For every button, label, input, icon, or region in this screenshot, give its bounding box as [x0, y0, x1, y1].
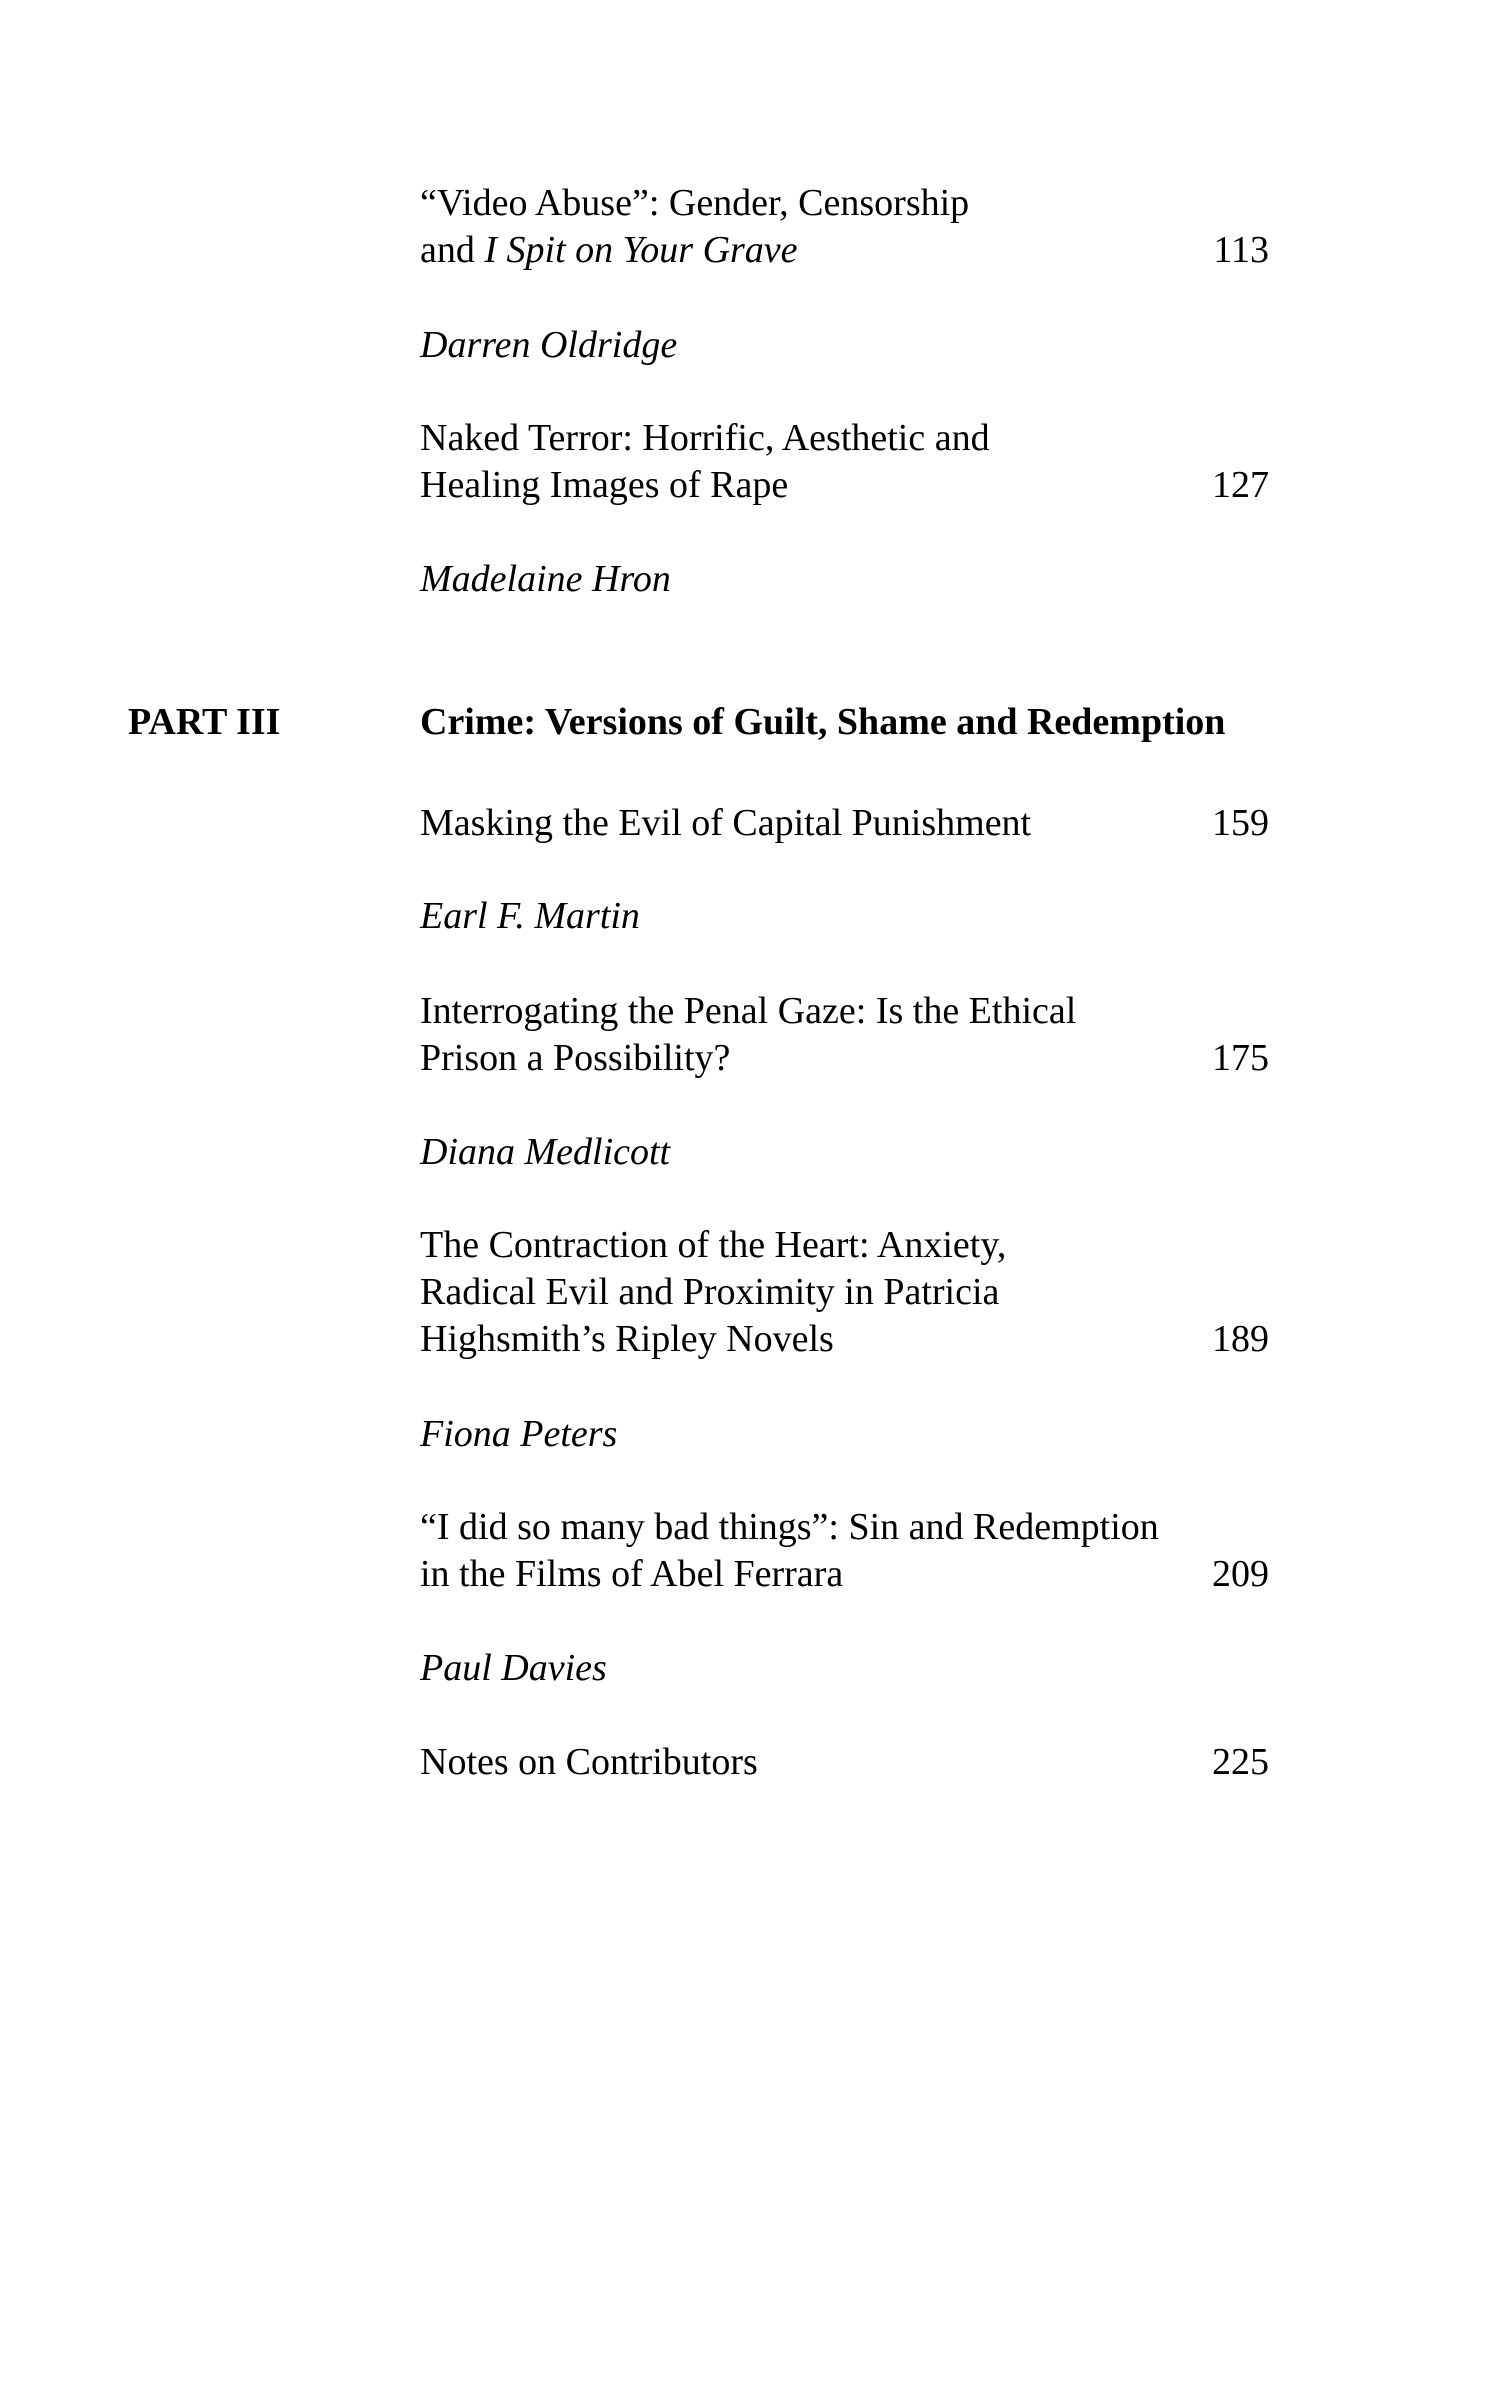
toc-page-number: 189	[1212, 1318, 1269, 1360]
toc-entry-author: Paul Davies	[420, 1647, 607, 1689]
toc-entry-author: Madelaine Hron	[420, 558, 671, 600]
part-label: PART III	[128, 701, 281, 743]
toc-entry-title: Highsmith’s Ripley Novels	[420, 1318, 834, 1360]
toc-page-number: 209	[1212, 1553, 1269, 1595]
toc-entry-author: Darren Oldridge	[420, 324, 678, 366]
toc-entry-title: Prison a Possibility?	[420, 1037, 731, 1079]
toc-entry-author: Diana Medlicott	[420, 1131, 671, 1173]
toc-entry-title: “I did so many bad things”: Sin and Redemption	[420, 1506, 1159, 1548]
toc-entry-author: Fiona Peters	[420, 1413, 618, 1455]
toc-entry-title: in the Films of Abel Ferrara	[420, 1553, 844, 1595]
toc-page-number: 175	[1212, 1037, 1269, 1079]
toc-entry-title: “Video Abuse”: Gender, Censorship	[420, 182, 970, 224]
toc-entry-title: Radical Evil and Proximity in Patricia	[420, 1271, 1000, 1313]
part-title: Crime: Versions of Guilt, Shame and Redemption	[420, 701, 1226, 743]
toc-entry-title: Notes on Contributors	[420, 1741, 758, 1783]
toc-entry-title: Naked Terror: Horrific, Aesthetic and	[420, 417, 990, 459]
toc-entry-title: Interrogating the Penal Gaze: Is the Ethical	[420, 990, 1077, 1032]
toc-entry-title: The Contraction of the Heart: Anxiety,	[420, 1224, 1007, 1266]
title-italic-part: I Spit on Your Grave	[484, 229, 798, 271]
toc-page-number: 113	[1213, 229, 1269, 271]
toc-entry-author: Earl F. Martin	[420, 895, 640, 937]
toc-entry-title: Masking the Evil of Capital Punishment	[420, 802, 1032, 844]
toc-page-number: 159	[1212, 802, 1269, 844]
toc-entry-title: Healing Images of Rape	[420, 464, 789, 506]
toc-page-number: 127	[1212, 464, 1269, 506]
toc-entry-title	[420, 227, 798, 274]
toc-page-number: 225	[1212, 1741, 1269, 1783]
title-prefix: and	[420, 229, 485, 271]
